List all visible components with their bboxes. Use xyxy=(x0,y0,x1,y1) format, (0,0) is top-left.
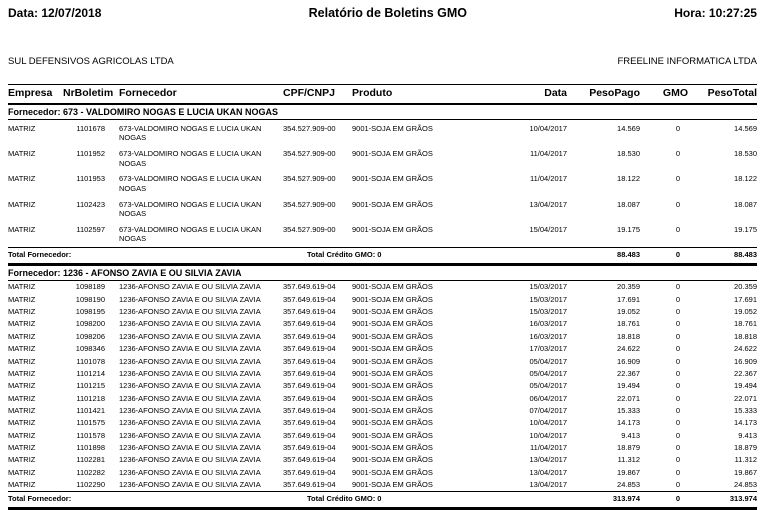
table-row xyxy=(8,392,757,404)
cell-fornecedor: 1236-AFONSO ZAVIA E OU SILVIA ZAVIA xyxy=(119,405,261,415)
cell-nrboletim: 1101215 xyxy=(76,381,105,391)
cell-nrboletim: 1101421 xyxy=(76,405,105,415)
cell-pesototal: 15.333 xyxy=(734,405,757,415)
cell-pesopago: 22.071 xyxy=(617,393,640,403)
table-row xyxy=(8,221,757,247)
table-row xyxy=(8,380,757,392)
cell-data: 07/04/2017 xyxy=(529,405,567,415)
cell-produto: 9001-SOJA EM GRÃOS xyxy=(352,368,433,378)
cell-empresa: MATRIZ xyxy=(8,455,36,465)
cell-pesototal: 18.761 xyxy=(734,319,757,329)
cell-cpf-cnpj: 357.649.619-04 xyxy=(283,393,336,403)
cell-nrboletim: 1101952 xyxy=(76,149,105,159)
cell-nrboletim: 1102282 xyxy=(76,467,105,477)
cell-empresa: MATRIZ xyxy=(8,443,36,453)
cell-empresa: MATRIZ xyxy=(8,307,36,317)
group-header-row xyxy=(8,104,757,120)
company-name-left: SUL DEFENSIVOS AGRICOLAS LTDA xyxy=(8,56,174,67)
table-row xyxy=(8,196,757,221)
cell-empresa: MATRIZ xyxy=(8,224,36,234)
column-header-pesototal: PesoTotal xyxy=(688,85,757,105)
cell-empresa: MATRIZ xyxy=(8,319,36,329)
cell-fornecedor: 1236-AFONSO ZAVIA E OU SILVIA ZAVIA xyxy=(119,467,261,477)
cell-fornecedor: 1236-AFONSO ZAVIA E OU SILVIA ZAVIA xyxy=(119,294,261,304)
cell-produto: 9001-SOJA EM GRÃOS xyxy=(352,393,433,403)
cell-empresa: MATRIZ xyxy=(8,294,36,304)
cell-nrboletim: 1098200 xyxy=(75,319,105,329)
column-header-pesopago: PesoPago xyxy=(567,85,640,105)
cell-cpf-cnpj: 354.527.909-00 xyxy=(283,199,336,209)
cell-nrboletim: 1098189 xyxy=(75,282,105,292)
cell-fornecedor: 1236-AFONSO ZAVIA E OU SILVIA ZAVIA xyxy=(119,480,261,490)
cell-cpf-cnpj: 357.649.619-04 xyxy=(283,282,336,292)
cell-cpf-cnpj: 357.649.619-04 xyxy=(283,331,336,341)
group-total-row xyxy=(8,491,757,508)
column-header-data: Data xyxy=(511,85,567,105)
cell-produto: 9001-SOJA EM GRÃOS xyxy=(352,294,433,304)
cell-pesopago: 18.087 xyxy=(617,199,640,209)
cell-data: 11/04/2017 xyxy=(530,443,567,453)
cell-pesopago: 18.122 xyxy=(617,174,640,184)
cell-gmo: 0 xyxy=(675,480,680,490)
cell-fornecedor: 1236-AFONSO ZAVIA E OU SILVIA ZAVIA xyxy=(119,368,261,378)
cell-empresa: MATRIZ xyxy=(8,199,36,209)
cell-pesopago: 18.879 xyxy=(617,443,640,453)
cell-fornecedor: 673-VALDOMIRO NOGAS E LUCIA UKAN NOGAS xyxy=(119,224,262,244)
cell-cpf-cnpj: 357.649.619-04 xyxy=(283,307,336,317)
cell-gmo: 0 xyxy=(675,149,680,159)
cell-pesopago: 18.818 xyxy=(617,331,640,341)
table-row xyxy=(8,146,757,171)
cell-empresa: MATRIZ xyxy=(8,418,36,428)
cell-cpf-cnpj: 357.649.619-04 xyxy=(283,443,336,453)
cell-data: 13/04/2017 xyxy=(529,199,567,209)
cell-fornecedor: 1236-AFONSO ZAVIA E OU SILVIA ZAVIA xyxy=(119,282,261,292)
cell-produto: 9001-SOJA EM GRÃOS xyxy=(352,331,433,341)
total-pesopago-value: 88.483 xyxy=(567,247,640,264)
cell-fornecedor: 1236-AFONSO ZAVIA E OU SILVIA ZAVIA xyxy=(119,319,261,329)
cell-pesototal: 18.879 xyxy=(734,443,757,453)
cell-produto: 9001-SOJA EM GRÃOS xyxy=(352,381,433,391)
cell-produto: 9001-SOJA EM GRÃOS xyxy=(352,455,433,465)
cell-gmo: 0 xyxy=(675,199,680,209)
cell-pesototal: 19.052 xyxy=(734,307,757,317)
cell-pesopago: 11.312 xyxy=(617,455,640,465)
cell-cpf-cnpj: 357.649.619-04 xyxy=(283,430,336,440)
table-row xyxy=(8,305,757,317)
table-row xyxy=(8,479,757,492)
cell-gmo: 0 xyxy=(675,294,680,304)
cell-pesototal: 18.087 xyxy=(734,199,757,209)
cell-empresa: MATRIZ xyxy=(8,467,36,477)
cell-gmo: 0 xyxy=(675,430,680,440)
cell-empresa: MATRIZ xyxy=(8,430,36,440)
cell-pesopago: 24.622 xyxy=(617,344,640,354)
cell-pesototal: 18.530 xyxy=(734,149,757,159)
table-row xyxy=(8,171,757,196)
cell-empresa: MATRIZ xyxy=(8,368,36,378)
cell-empresa: MATRIZ xyxy=(8,480,36,490)
cell-produto: 9001-SOJA EM GRÃOS xyxy=(352,443,433,453)
table-row xyxy=(8,343,757,355)
group-header-label: Fornecedor: 1236 - AFONSO ZAVIA E OU SILVIA ZAVIA xyxy=(8,264,757,280)
cell-produto: 9001-SOJA EM GRÃOS xyxy=(352,199,433,209)
cell-data: 10/04/2017 xyxy=(529,430,567,440)
group-header-row xyxy=(8,264,757,280)
cell-fornecedor: 1236-AFONSO ZAVIA E OU SILVIA ZAVIA xyxy=(119,443,261,453)
cell-gmo: 0 xyxy=(675,467,680,477)
cell-produto: 9001-SOJA EM GRÃOS xyxy=(352,356,433,366)
cell-pesototal: 18.122 xyxy=(734,174,757,184)
cell-pesototal: 14.173 xyxy=(734,418,757,428)
cell-pesototal: 16.909 xyxy=(734,356,757,366)
company-name-right: FREELINE INFORMATICA LTDA xyxy=(617,56,757,67)
cell-pesopago: 18.530 xyxy=(617,149,640,159)
cell-pesopago: 19.867 xyxy=(617,467,640,477)
cell-produto: 9001-SOJA EM GRÃOS xyxy=(352,418,433,428)
cell-fornecedor: 1236-AFONSO ZAVIA E OU SILVIA ZAVIA xyxy=(119,331,261,341)
cell-data: 05/04/2017 xyxy=(529,381,567,391)
total-credito-gmo-label: Total Crédito GMO: 0 xyxy=(283,491,567,508)
cell-cpf-cnpj: 357.649.619-04 xyxy=(283,368,336,378)
cell-gmo: 0 xyxy=(675,331,680,341)
cell-cpf-cnpj: 357.649.619-04 xyxy=(283,467,336,477)
cell-nrboletim: 1101214 xyxy=(76,368,105,378)
cell-gmo: 0 xyxy=(675,307,680,317)
column-header-empresa: Empresa xyxy=(8,85,63,105)
total-fornecedor-label: Total Fornecedor: xyxy=(8,247,283,264)
cell-fornecedor: 673-VALDOMIRO NOGAS E LUCIA UKAN NOGAS xyxy=(119,149,262,168)
total-pesopago-value: 313.974 xyxy=(567,491,640,508)
cell-produto: 9001-SOJA EM GRÃOS xyxy=(352,467,433,477)
cell-fornecedor: 1236-AFONSO ZAVIA E OU SILVIA ZAVIA xyxy=(119,344,261,354)
cell-pesopago: 14.173 xyxy=(617,418,640,428)
cell-gmo: 0 xyxy=(675,368,680,378)
cell-fornecedor: 1236-AFONSO ZAVIA E OU SILVIA ZAVIA xyxy=(119,393,261,403)
cell-produto: 9001-SOJA EM GRÃOS xyxy=(352,430,433,440)
column-header-nrboletim: NrBoletim xyxy=(63,85,119,105)
cell-empresa: MATRIZ xyxy=(8,344,36,354)
cell-gmo: 0 xyxy=(675,344,680,354)
cell-produto: 9001-SOJA EM GRÃOS xyxy=(352,224,433,234)
column-header-cpf-cnpj: CPF/CNPJ xyxy=(283,85,352,105)
total-pesototal-value: 88.483 xyxy=(688,247,757,264)
table-row xyxy=(8,280,757,293)
table-row xyxy=(8,404,757,416)
cell-nrboletim: 1101078 xyxy=(76,356,105,366)
cell-pesototal: 22.071 xyxy=(734,393,757,403)
report-topbar xyxy=(8,6,757,20)
cell-produto: 9001-SOJA EM GRÃOS xyxy=(352,480,433,490)
cell-empresa: MATRIZ xyxy=(8,331,36,341)
table-row xyxy=(8,318,757,330)
column-header-fornecedor: Fornecedor xyxy=(119,85,283,105)
table-row xyxy=(8,466,757,478)
cell-empresa: MATRIZ xyxy=(8,282,36,292)
cell-gmo: 0 xyxy=(675,443,680,453)
cell-pesototal: 22.367 xyxy=(734,368,757,378)
total-pesototal-value: 313.974 xyxy=(688,491,757,508)
cell-produto: 9001-SOJA EM GRÃOS xyxy=(352,282,433,292)
cell-produto: 9001-SOJA EM GRÃOS xyxy=(352,307,433,317)
cell-produto: 9001-SOJA EM GRÃOS xyxy=(352,405,433,415)
cell-fornecedor: 673-VALDOMIRO NOGAS E LUCIA UKAN NOGAS xyxy=(119,199,262,218)
cell-gmo: 0 xyxy=(675,174,680,184)
total-credito-gmo-label: Total Crédito GMO: 0 xyxy=(283,247,567,264)
cell-pesototal: 19.175 xyxy=(734,224,757,234)
cell-nrboletim: 1101678 xyxy=(76,123,105,133)
cell-gmo: 0 xyxy=(675,123,680,133)
table-row xyxy=(8,367,757,379)
group-header-label: Fornecedor: 673 - VALDOMIRO NOGAS E LUCIA UKAN NOGAS xyxy=(8,104,757,120)
cell-produto: 9001-SOJA EM GRÃOS xyxy=(352,149,433,159)
total-gmo-value: 0 xyxy=(640,491,688,508)
table-row xyxy=(8,330,757,342)
cell-cpf-cnpj: 354.527.909-00 xyxy=(283,149,336,159)
cell-fornecedor: 1236-AFONSO ZAVIA E OU SILVIA ZAVIA xyxy=(119,418,261,428)
cell-gmo: 0 xyxy=(675,405,680,415)
cell-fornecedor: 1236-AFONSO ZAVIA E OU SILVIA ZAVIA xyxy=(119,356,261,366)
total-fornecedor-label: Total Fornecedor: xyxy=(8,491,283,508)
cell-produto: 9001-SOJA EM GRÃOS xyxy=(352,319,433,329)
cell-pesopago: 19.494 xyxy=(617,381,640,391)
cell-data: 13/04/2017 xyxy=(529,480,567,490)
cell-nrboletim: 1102290 xyxy=(76,480,105,490)
table-row xyxy=(8,441,757,453)
cell-produto: 9001-SOJA EM GRÃOS xyxy=(352,123,433,133)
cell-nrboletim: 1101575 xyxy=(76,418,105,428)
group-total-row xyxy=(8,247,757,264)
cell-empresa: MATRIZ xyxy=(8,405,36,415)
cell-pesopago: 16.909 xyxy=(617,356,640,366)
cell-empresa: MATRIZ xyxy=(8,149,36,159)
cell-empresa: MATRIZ xyxy=(8,381,36,391)
cell-data: 13/04/2017 xyxy=(529,467,567,477)
cell-nrboletim: 1101578 xyxy=(76,430,105,440)
cell-nrboletim: 1102423 xyxy=(76,199,105,209)
cell-gmo: 0 xyxy=(675,418,680,428)
cell-data: 15/03/2017 xyxy=(529,294,567,304)
table-row xyxy=(8,293,757,305)
cell-nrboletim: 1098346 xyxy=(75,344,105,354)
cell-cpf-cnpj: 357.649.619-04 xyxy=(283,381,336,391)
cell-gmo: 0 xyxy=(675,455,680,465)
page-title: Relatório de Boletins GMO xyxy=(308,6,468,20)
cell-pesopago: 9.413 xyxy=(621,430,640,440)
cell-pesototal: 9.413 xyxy=(738,430,757,440)
cell-data: 17/03/2017 xyxy=(529,344,567,354)
cell-fornecedor: 673-VALDOMIRO NOGAS E LUCIA UKAN NOGAS xyxy=(119,174,262,193)
cell-gmo: 0 xyxy=(675,282,680,292)
cell-fornecedor: 1236-AFONSO ZAVIA E OU SILVIA ZAVIA xyxy=(119,430,261,440)
cell-data: 11/04/2017 xyxy=(530,174,567,184)
cell-pesopago: 22.367 xyxy=(617,368,640,378)
cell-produto: 9001-SOJA EM GRÃOS xyxy=(352,344,433,354)
cell-data: 15/03/2017 xyxy=(529,307,567,317)
cell-nrboletim: 1098190 xyxy=(75,294,105,304)
cell-pesopago: 17.691 xyxy=(617,294,640,304)
cell-pesototal: 14.569 xyxy=(734,123,757,133)
cell-gmo: 0 xyxy=(675,224,680,234)
cell-pesototal: 19.867 xyxy=(734,467,757,477)
cell-cpf-cnpj: 357.649.619-04 xyxy=(283,405,336,415)
cell-pesopago: 19.175 xyxy=(617,224,640,234)
cell-nrboletim: 1098195 xyxy=(75,307,105,317)
company-row xyxy=(8,56,757,67)
cell-gmo: 0 xyxy=(675,381,680,391)
table-row xyxy=(8,355,757,367)
cell-cpf-cnpj: 357.649.619-04 xyxy=(283,319,336,329)
cell-empresa: MATRIZ xyxy=(8,123,36,133)
table-row xyxy=(8,417,757,429)
cell-data: 10/04/2017 xyxy=(529,123,567,133)
cell-cpf-cnpj: 357.649.619-04 xyxy=(283,455,336,465)
report-table xyxy=(8,84,757,510)
cell-cpf-cnpj: 354.527.909-00 xyxy=(283,123,336,133)
cell-nrboletim: 1101218 xyxy=(76,393,105,403)
cell-data: 16/03/2017 xyxy=(529,319,567,329)
cell-cpf-cnpj: 354.527.909-00 xyxy=(283,224,336,234)
cell-cpf-cnpj: 357.649.619-04 xyxy=(283,356,336,366)
cell-gmo: 0 xyxy=(675,393,680,403)
cell-data: 16/03/2017 xyxy=(529,331,567,341)
cell-cpf-cnpj: 354.527.909-00 xyxy=(283,174,336,184)
table-row xyxy=(8,120,757,146)
cell-produto: 9001-SOJA EM GRÃOS xyxy=(352,174,433,184)
total-gmo-value: 0 xyxy=(640,247,688,264)
cell-cpf-cnpj: 357.649.619-04 xyxy=(283,344,336,354)
cell-data: 05/04/2017 xyxy=(529,368,567,378)
cell-pesopago: 18.761 xyxy=(617,319,640,329)
cell-nrboletim: 1102597 xyxy=(76,224,105,234)
cell-data: 11/04/2017 xyxy=(530,149,567,159)
column-header-produto: Produto xyxy=(352,85,511,105)
cell-fornecedor: 673-VALDOMIRO NOGAS E LUCIA UKAN NOGAS xyxy=(119,123,262,143)
column-header-gmo: GMO xyxy=(640,85,688,105)
table-row xyxy=(8,454,757,466)
cell-nrboletim: 1101953 xyxy=(76,174,105,184)
cell-fornecedor: 1236-AFONSO ZAVIA E OU SILVIA ZAVIA xyxy=(119,381,261,391)
table-body xyxy=(8,104,757,508)
cell-data: 13/04/2017 xyxy=(529,455,567,465)
cell-empresa: MATRIZ xyxy=(8,174,36,184)
cell-nrboletim: 1098206 xyxy=(75,331,105,341)
cell-empresa: MATRIZ xyxy=(8,393,36,403)
cell-pesototal: 17.691 xyxy=(734,294,757,304)
cell-data: 15/03/2017 xyxy=(529,282,567,292)
cell-nrboletim: 1102281 xyxy=(76,455,105,465)
cell-pesototal: 19.494 xyxy=(734,381,757,391)
cell-gmo: 0 xyxy=(675,319,680,329)
table-head-row xyxy=(8,85,757,105)
cell-fornecedor: 1236-AFONSO ZAVIA E OU SILVIA ZAVIA xyxy=(119,455,261,465)
cell-nrboletim: 1101898 xyxy=(76,443,105,453)
cell-pesototal: 24.622 xyxy=(734,344,757,354)
cell-empresa: MATRIZ xyxy=(8,356,36,366)
cell-data: 10/04/2017 xyxy=(529,418,567,428)
cell-fornecedor: 1236-AFONSO ZAVIA E OU SILVIA ZAVIA xyxy=(119,307,261,317)
cell-pesopago: 20.359 xyxy=(617,282,640,292)
cell-cpf-cnpj: 357.649.619-04 xyxy=(283,480,336,490)
report-time-label: Hora: 10:27:25 xyxy=(674,6,757,20)
cell-data: 06/04/2017 xyxy=(529,393,567,403)
cell-pesopago: 14.569 xyxy=(617,123,640,133)
cell-pesopago: 19.052 xyxy=(617,307,640,317)
report-date-label: Data: 12/07/2018 xyxy=(8,6,102,20)
cell-pesototal: 18.818 xyxy=(734,331,757,341)
cell-data: 15/04/2017 xyxy=(529,224,567,234)
cell-pesototal: 20.359 xyxy=(734,282,757,292)
table-row xyxy=(8,429,757,441)
cell-cpf-cnpj: 357.649.619-04 xyxy=(283,294,336,304)
cell-pesopago: 24.853 xyxy=(617,480,640,490)
cell-pesototal: 11.312 xyxy=(734,455,757,465)
cell-pesototal: 24.853 xyxy=(734,480,757,490)
cell-data: 05/04/2017 xyxy=(529,356,567,366)
cell-gmo: 0 xyxy=(675,356,680,366)
cell-cpf-cnpj: 357.649.619-04 xyxy=(283,418,336,428)
cell-pesopago: 15.333 xyxy=(617,405,640,415)
